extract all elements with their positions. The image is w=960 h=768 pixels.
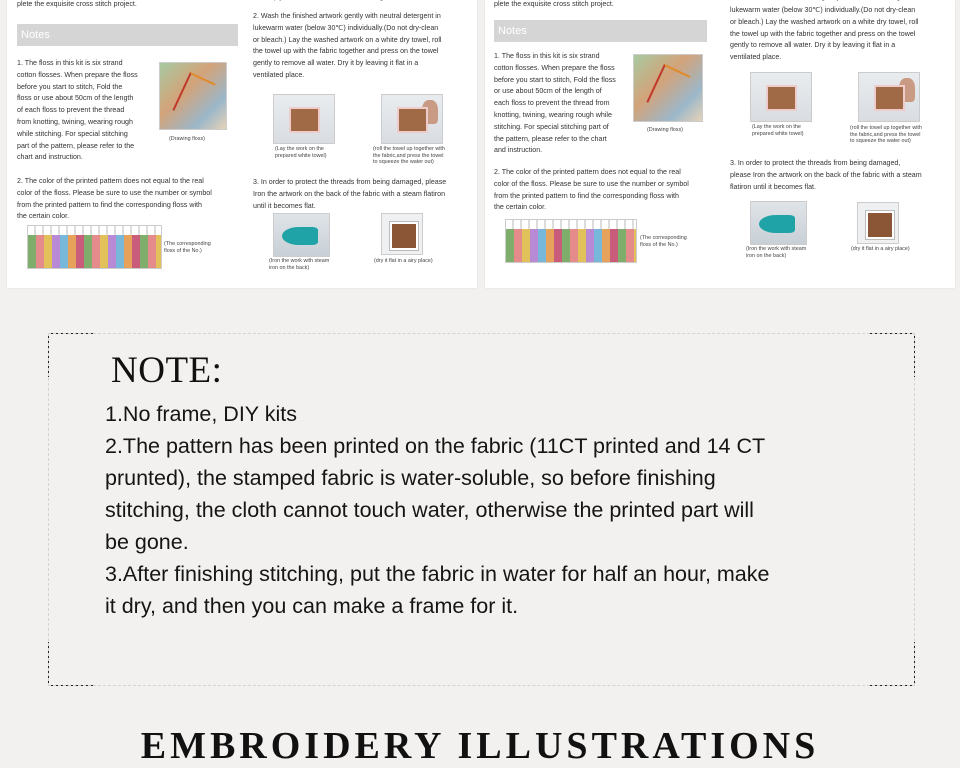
dry-flat-photo: [857, 202, 899, 244]
drawing-floss-caption: (Drawing floss): [647, 127, 683, 133]
frame-corner: [48, 333, 49, 377]
notes-header: Notes: [17, 24, 238, 46]
floss-card-photo: [505, 219, 637, 263]
note-1-text: 1. The floss in this kit is six strand cotton flosses. When prepare the floss before you start to stitch, Fold the floss or use about 50cm of the length of each floss to prevent the thread from knotting, twining, wearing rough while stitching. For special stitching part of the pattern, please refer to the chart and instruction.: [17, 59, 138, 162]
note-line-2d: be gone.: [105, 530, 189, 554]
frame-corner: [48, 642, 49, 686]
note-line-2b: prunted), the stamped fabric is water-soluble, so before finishing: [105, 466, 716, 490]
lay-work-caption: (Lay the work on the prepared white towel): [752, 124, 804, 137]
step-2-text: lukewarm water (below 30℃) individually.(Do not dry-clean or bleach.) Lay the washed artwork on a white dry towel, roll the towel up with the fabric together and press on the towel gently to remove all water. Dry it by leaving it flat in a ventilated place.: [730, 6, 919, 62]
sheet-intro-text: plete the exquisite cross stitch project.: [494, 0, 614, 8]
note-line-2c: stitching, the cloth cannot touch water, otherwise the printed part will: [105, 498, 754, 522]
step-3-text: 3. In order to protect the threads from being damaged, please Iron the artwork on the back of the fabric with a steam flatiron until it becomes flat.: [730, 159, 922, 191]
step-2-text: 2. Wash the finished artwork gently with neutral detergent in lukewarm water (below 30℃) individually.(Do not dry-clean or bleach.) Lay the washed artwork on a white dry towel, roll the towel up with the fabric together and press on the towel gently to remove all water. Dry it by leaving it flat in a ventilated place.: [253, 12, 442, 79]
step-2-heading: [730, 0, 952, 4]
floss-card-photo: [27, 225, 162, 269]
note-box: [48, 333, 915, 686]
frame-corner: [870, 685, 915, 686]
corresponding-floss-caption: (The corresponding floss of the No.): [640, 235, 687, 248]
step-1-text: [253, 0, 475, 4]
frame-corner: [48, 333, 93, 334]
note-heading: NOTE:: [111, 350, 223, 391]
steam-iron-photo: [273, 213, 330, 257]
dry-flat-caption: (dry it flat in a airy place): [374, 258, 433, 264]
drawing-floss-photo: [159, 62, 227, 130]
instruction-sheet-left: [7, 0, 477, 288]
towel-roll-photo: [858, 72, 920, 122]
step-3-text: 3. In order to protect the threads from being damaged, please Iron the artwork on the back of the fabric with a steam flatiron until it becomes flat.: [253, 178, 447, 210]
note-line-3b: it dry, and then you can make a frame for it.: [105, 594, 519, 618]
frame-corner: [48, 685, 93, 686]
note-line-2a: 2.The pattern has been printed on the fabric (11CT printed and 14 CT: [105, 434, 766, 458]
roll-towel-caption: (roll the towel up together with the fabric,and press the towel to squeeze the water out): [373, 146, 445, 166]
dry-flat-photo: [381, 213, 423, 255]
note-1-text: 1. The floss in this kit is six strand cotton flosses. When prepare the floss before you start to stitch, Fold the floss or use about 50cm of the length of each floss to prevent the thread from knotting, twining, wearing rough while stitching. For special stitching part of the pattern, please refer to the chart and instruction.: [494, 52, 616, 155]
iron-work-caption: (Iron the work with steam iron on the back): [746, 246, 807, 259]
corresponding-floss-caption: (The corresponding floss of the No.): [164, 241, 211, 254]
section-heading: EMBROIDERY ILLUSTRATIONS: [140, 725, 820, 767]
note-line-3a: 3.After finishing stitching, put the fabric in water for half an hour, make: [105, 562, 770, 586]
note-line-1: 1.No frame, DIY kits: [105, 402, 297, 426]
note-2-text: 2. The color of the printed pattern does not equal to the real color of the floss. Please be sure to use the number or symbol from the printed pattern to find the corresponding floss with the certain color.: [17, 177, 212, 221]
towel-lay-photo: [273, 94, 335, 144]
steam-iron-photo: [750, 201, 807, 245]
instruction-sheet-right: [485, 0, 955, 288]
note-2-text: 2. The color of the printed pattern does not equal to the real color of the floss. Please be sure to use the number or symbol from the printed pattern to find the corresponding floss with the certain color.: [494, 168, 689, 212]
dry-flat-caption: (dry it flat in a airy place): [851, 246, 910, 252]
notes-header: Notes: [494, 20, 707, 42]
drawing-floss-photo: [633, 54, 703, 122]
frame-corner: [914, 642, 915, 686]
frame-corner: [914, 333, 915, 377]
lay-work-caption: (Lay the work on the prepared white towel): [275, 146, 327, 159]
sheet-intro-text: plete the exquisite cross stitch project.: [17, 0, 137, 8]
frame-corner: [870, 333, 915, 334]
towel-roll-photo: [381, 94, 443, 144]
towel-lay-photo: [750, 72, 812, 122]
drawing-floss-caption: (Drawing floss): [169, 136, 205, 142]
roll-towel-caption: (roll the towel up together with the fabric,and press the towel to squeeze the water out): [850, 125, 922, 145]
iron-work-caption: (Iron the work with steam iron on the back): [269, 258, 330, 271]
